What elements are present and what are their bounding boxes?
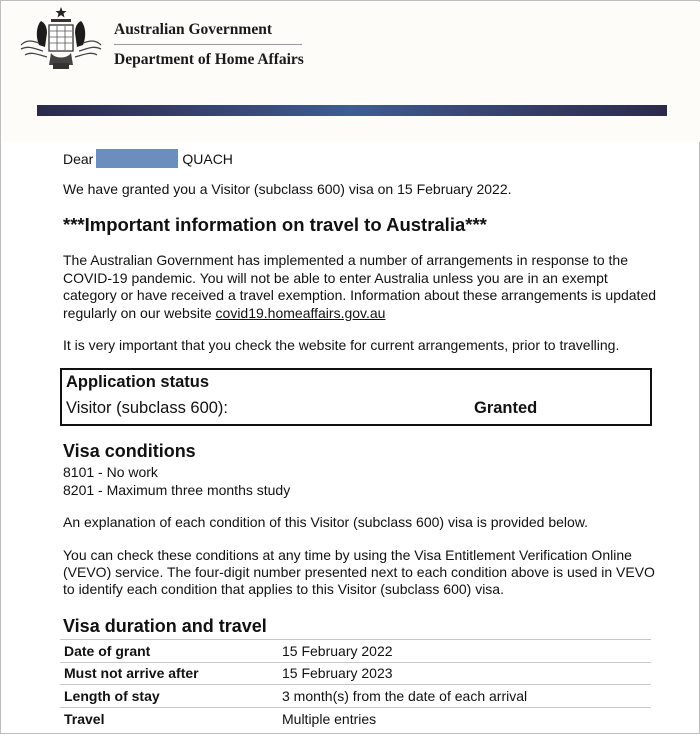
row-value: 3 month(s) from the date of each arrival — [278, 685, 651, 708]
row-value: Multiple entries — [278, 707, 651, 730]
row-label: Travel — [60, 707, 278, 730]
row-label: Length of stay — [60, 685, 278, 708]
row-value: 15 February 2022 — [278, 640, 651, 663]
visa-duration-table — [60, 639, 651, 730]
row-label: Date of grant — [60, 640, 278, 663]
covid-paragraph-text: The Australian Government has implemented a number of arrangements in response to the COVID-19 pandemic. You will not be able to enter Australia unless you are in an exempt category or have received a travel exemption. Information about these arrangements is updated regularly on our website — [63, 252, 657, 321]
table-row — [60, 707, 651, 730]
row-label: Must not arrive after — [60, 662, 278, 685]
salutation-line — [63, 149, 233, 168]
government-title: Australian Government — [114, 21, 273, 38]
grant-statement: We have granted you a Visitor (subclass 600) visa on 15 February 2022. — [63, 181, 512, 197]
coat-of-arms-icon — [17, 5, 105, 73]
table-row — [60, 685, 651, 708]
surname: QUACH — [182, 151, 233, 167]
covid-website-link[interactable]: covid19.homeaffairs.gov.au — [215, 304, 386, 321]
header-band — [37, 105, 667, 116]
covid-paragraph — [63, 252, 663, 322]
application-status-box — [60, 368, 652, 426]
application-status-title: Application status — [66, 373, 210, 391]
salutation: Dear — [63, 151, 94, 167]
visa-conditions-title: Visa conditions — [63, 441, 196, 461]
important-heading: ***Important information on travel to Australia*** — [63, 214, 487, 235]
department-title: Department of Home Affairs — [114, 51, 304, 68]
condition-item: 8101 - No work — [63, 464, 158, 480]
application-status-value: Granted — [474, 399, 538, 417]
letterhead — [2, 2, 700, 142]
header-divider — [114, 44, 302, 45]
redacted-given-name — [96, 149, 178, 168]
visa-conditions-list — [63, 463, 290, 499]
application-status-label: Visitor (subclass 600): — [66, 399, 229, 417]
table-row — [60, 640, 651, 663]
vevo-paragraph: You can check these conditions at any time by using the Visa Entitlement Verification Online (VEVO) service. The four-digit number presented next to each condition above is used in VEVO to identify each condition that applies to this Visitor (subclass 600) visa. — [63, 547, 655, 597]
visa-duration-title: Visa duration and travel — [63, 616, 267, 636]
row-value: 15 February 2023 — [278, 662, 651, 685]
table-row — [60, 662, 651, 685]
check-website-paragraph: It is very important that you check the website for current arrangements, prior to travelling. — [63, 337, 620, 353]
condition-item: 8201 - Maximum three months study — [63, 482, 291, 498]
conditions-explanation: An explanation of each condition of this Visitor (subclass 600) visa is provided below. — [63, 514, 589, 530]
